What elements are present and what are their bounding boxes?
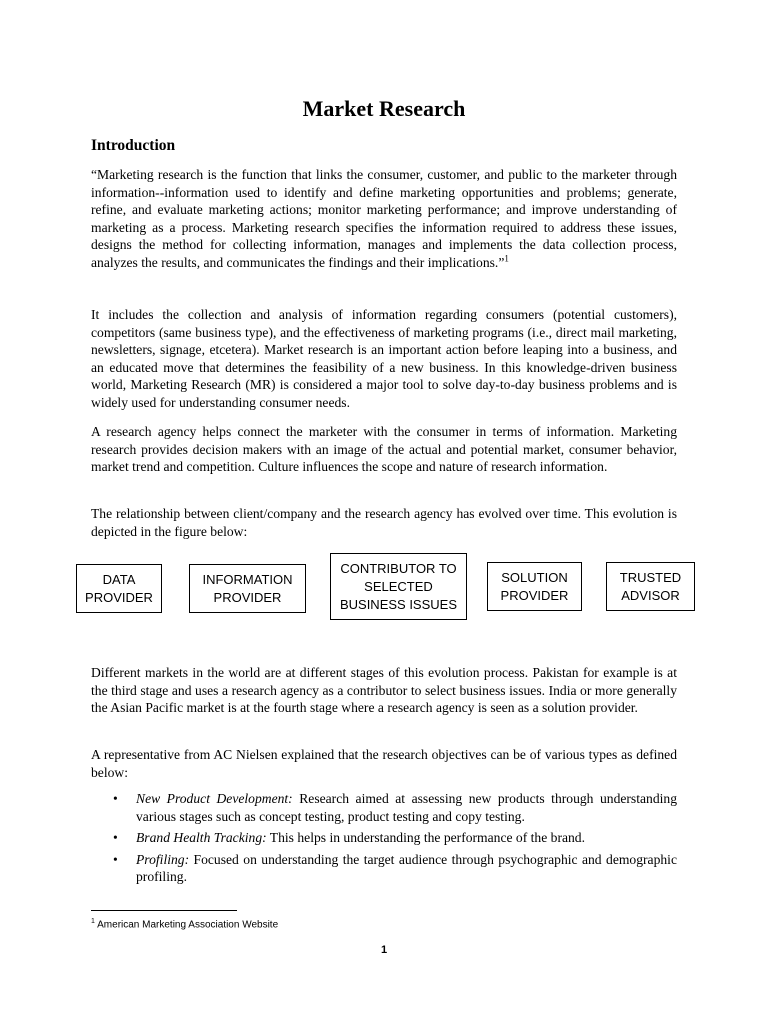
footnote-text: American Marketing Association Website: [94, 919, 279, 931]
stage-solution-provider: SOLUTION PROVIDER: [487, 562, 582, 611]
section-heading: Introduction: [91, 137, 176, 154]
list-item-text: This helps in understanding the performance of the brand.: [266, 830, 585, 846]
bullet-icon: •: [113, 791, 118, 806]
paragraph-quote: “Marketing research is the function that links the consumer, customer, and public to the marketer through information--information used to identify and define marketing opportunities and problems; generate, refine, and evaluate marketing actions; monitor marketing performance; and improve understanding of marketing as a process. Marketing research specifies the information required to address these issues, designs the method for collecting information, manages and implements the data collection process, analyzes the results, and communicates the findings and their implications.”$^1$: [91, 167, 677, 270]
paragraph-agency: A research agency helps connect the marketer with the consumer in terms of information. Marketing research provides decision makers with an image of the actual and potential market, consumer behavior, market trend and competition. Culture influences the scope and nature of research information.: [91, 424, 677, 475]
paragraph-nielsen: A representative from AC Nielsen explained that the research objectives can be of various types as defined below:: [91, 747, 677, 780]
paragraph-definition: It includes the collection and analysis of information regarding consumers (potential customers), competitors (same business type), and the effectiveness of marketing programs (i.e., direct mail marketing, newsletters, signage, etcetera). Market research is an important action before leaping into a business, and an educated move that determines the feasibility of a new business. In this knowledge-driven business world, Marketing Research (MR) is considered a major tool to solve day-to-day business problems and is widely used for understanding consumer needs.: [91, 307, 677, 410]
list-item-text: Focused on understanding the target audience through psychographic and demographic profiling.: [136, 851, 677, 885]
list-item-term: Profiling:: [136, 851, 190, 867]
stage-data-provider: DATA PROVIDER: [76, 564, 162, 613]
paragraph-markets: Different markets in the world are at different stages of this evolution process. Pakistan for example is at the third stage and uses a research agency as a contributor to select business issues. India or more generally the Asian Pacific market is at the fourth stage where a research agency is seen as a solution provider.: [91, 665, 677, 716]
page-title: Market Research: [302, 96, 466, 121]
bullet-icon: •: [113, 851, 118, 867]
list-item: [91, 851, 677, 886]
stage-trusted-advisor: TRUSTED ADVISOR: [606, 562, 695, 611]
footnote: [91, 915, 278, 932]
list-item: [91, 829, 677, 847]
paragraph-relationship: The relationship between client/company and the research agency has evolved over time. This evolution is depicted in the figure below:: [91, 506, 677, 539]
footnote-divider: [91, 910, 237, 911]
list-item: [91, 790, 677, 825]
page-number: 1: [380, 944, 388, 956]
footnote-reference: 1: [504, 253, 509, 264]
stage-contributor: CONTRIBUTOR TO SELECTED BUSINESS ISSUES: [330, 553, 467, 620]
list-item-term: Brand Health Tracking:: [136, 830, 267, 846]
list-item-term: New Product Development:: [136, 791, 293, 806]
bullet-icon: •: [113, 830, 118, 846]
list-item-text: Research aimed at assessing new products through understanding various stages such as concept testing, product testing and copy testing.: [136, 791, 677, 824]
footnote-number: 1: [91, 918, 95, 925]
stage-information-provider: INFORMATION PROVIDER: [189, 564, 306, 613]
objectives-list: [91, 790, 677, 890]
